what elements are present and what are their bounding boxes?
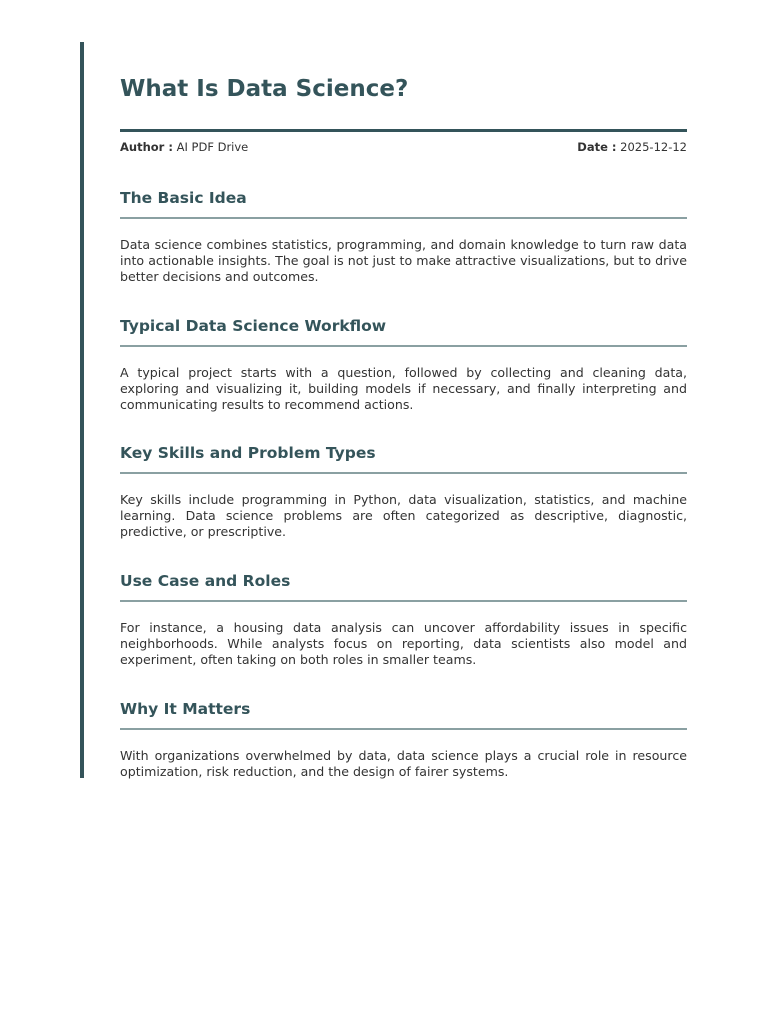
date-meta — [577, 140, 687, 154]
section-heading: Typical Data Science Workflow — [120, 317, 387, 335]
left-accent-bar — [80, 42, 84, 778]
section-divider — [120, 600, 687, 602]
section-divider — [120, 345, 687, 347]
section-basic-idea — [120, 188, 687, 284]
section-workflow — [120, 316, 687, 412]
section-paragraph: For instance, a housing data analysis can uncover affordability issues in specific neighborhoods. While analysts focus on reporting, data scientists also model and experiment, often taking on both roles in smaller teams. — [120, 620, 687, 667]
section-divider — [120, 728, 687, 730]
date-label: Date : — [577, 140, 617, 154]
section-paragraph: Key skills include programming in Python, data visualization, statistics, and machine learning. Data science problems are often categorized as descriptive, diagnostic, predictive, or prescriptive. — [120, 492, 687, 539]
section-why-it-matters — [120, 699, 687, 780]
author-value: AI PDF Drive — [176, 140, 249, 154]
section-use-case — [120, 571, 687, 667]
section-paragraph: A typical project starts with a question, followed by collecting and cleaning data, exploring and visualizing it, building models if necessary, and finally interpreting and communicating results to recommend actions. — [120, 365, 687, 412]
date-value: 2025-12-12 — [620, 140, 687, 154]
author-meta — [120, 140, 248, 154]
section-heading: Why It Matters — [120, 700, 251, 718]
section-heading: Key Skills and Problem Types — [120, 444, 376, 462]
section-heading: The Basic Idea — [120, 189, 247, 207]
section-divider — [120, 472, 687, 474]
section-heading: Use Case and Roles — [120, 572, 291, 590]
document-title: What Is Data Science? — [120, 76, 409, 102]
section-divider — [120, 217, 687, 219]
section-key-skills — [120, 443, 687, 539]
section-paragraph: With organizations overwhelmed by data, data science plays a crucial role in resource optimization, risk reduction, and the design of fairer systems. — [120, 748, 687, 779]
title-divider — [120, 129, 687, 132]
document-meta — [120, 140, 687, 156]
section-paragraph: Data science combines statistics, programming, and domain knowledge to turn raw data into actionable insights. The goal is not just to make attractive visualizations, but to drive better decisions and outcomes. — [120, 237, 687, 284]
author-label: Author : — [120, 140, 173, 154]
